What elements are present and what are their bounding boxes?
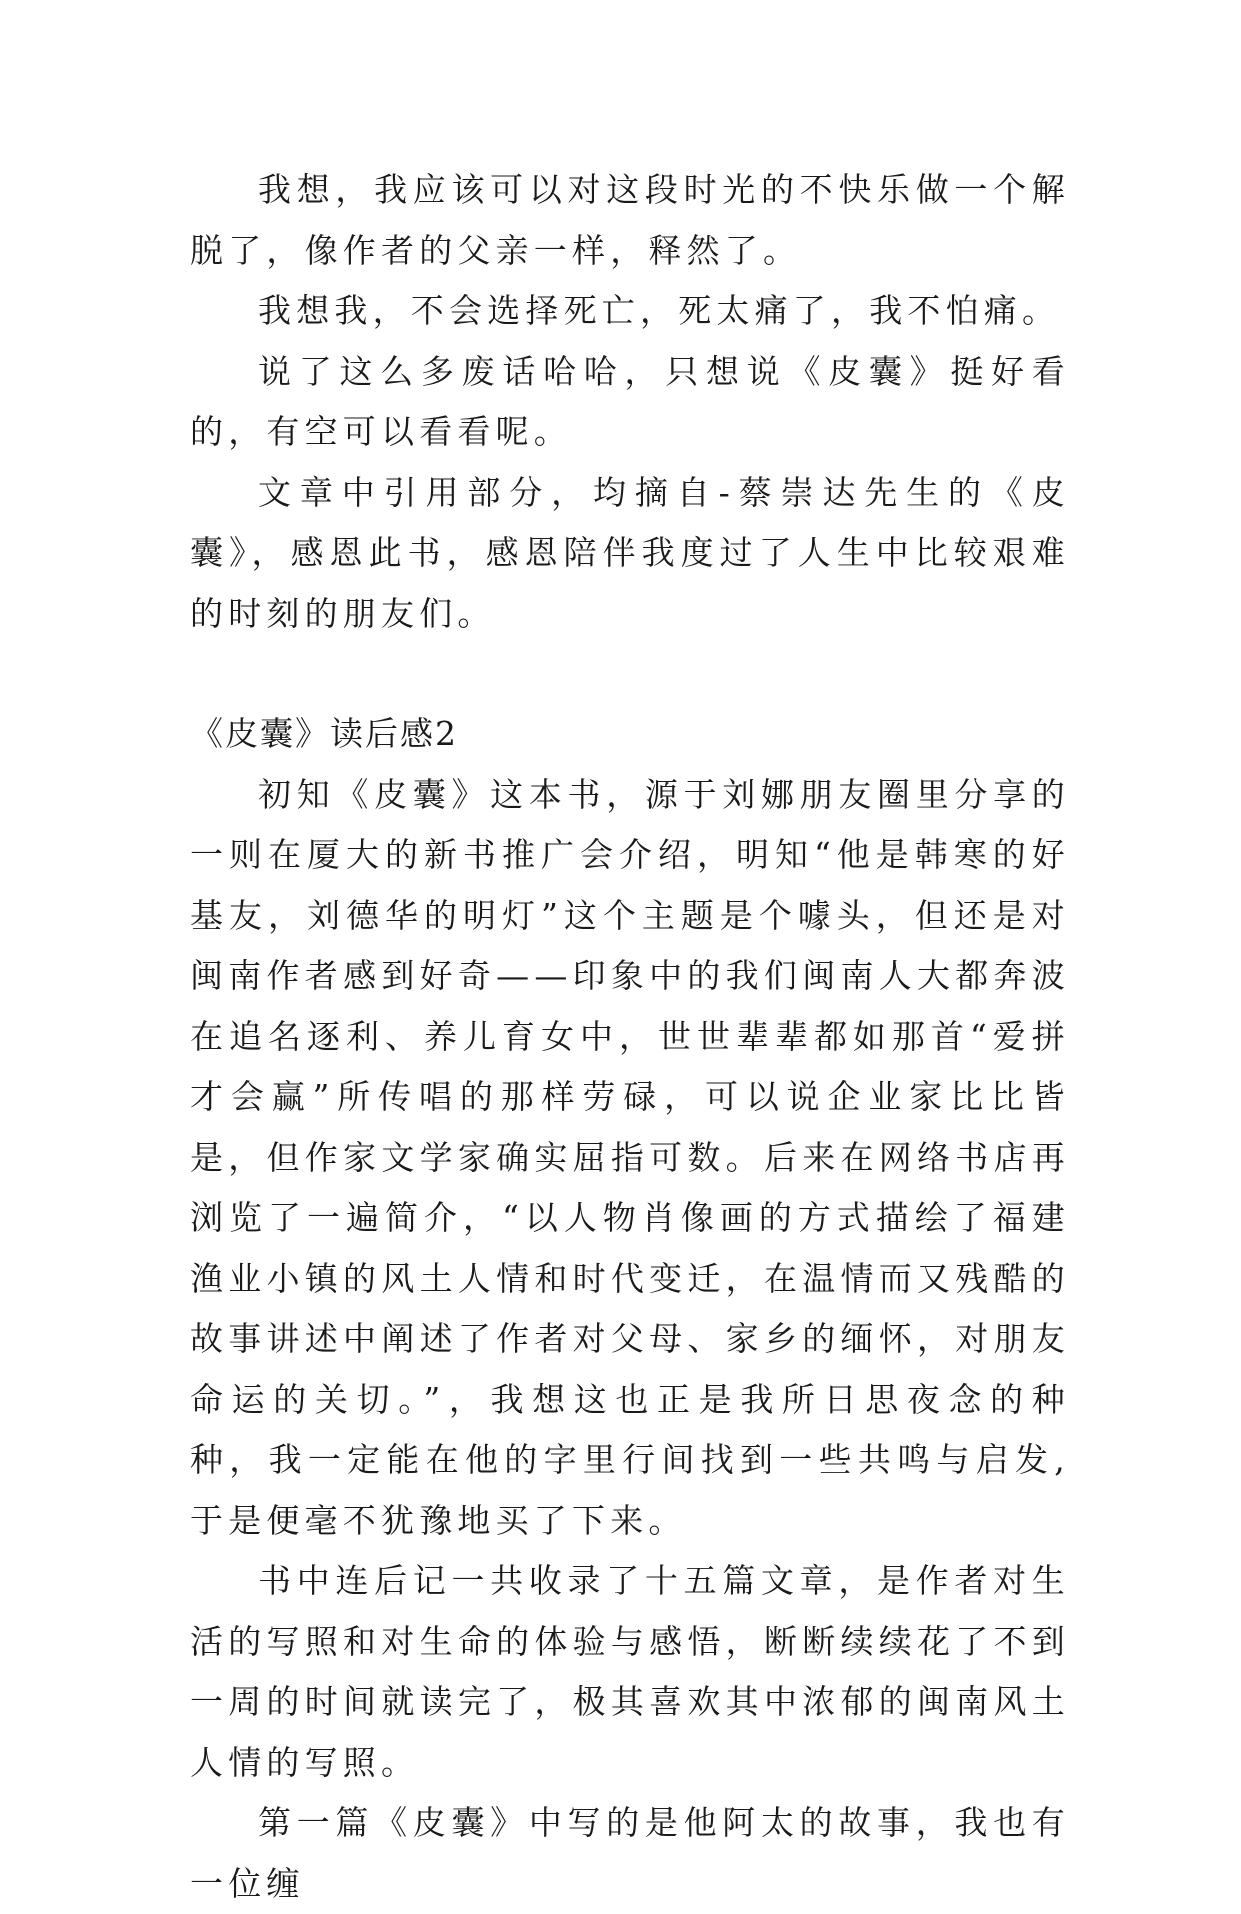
- paragraph-release: 我想，我应该可以对这段时光的不快乐做一个解脱了，像作者的父亲一样，释然了。: [190, 170, 1070, 270]
- paragraph-first-chapter: 第一篇《皮囊》中写的是他阿太的故事，我也有一位缠: [190, 1803, 1070, 1903]
- paragraph-citation: 文章中引用部分，均摘自-蔡崇达先生的《皮囊》，感恩此书，感恩陪伴我度过了人生中比较艰难的时刻的朋友们。: [190, 472, 1070, 633]
- paragraph-death: 我想我，不会选择死亡，死太痛了，我不怕痛。: [258, 291, 1061, 330]
- paragraph-recommend: 说了这么多废话哈哈，只想说《皮囊》挺好看的，有空可以看看呢。: [190, 351, 1070, 451]
- paragraph-book-contents: 书中连后记一共收录了十五篇文章，是作者对生活的写照和对生命的体验与感悟，断断续续花了不到一周的时间就读完了，极其喜欢其中浓郁的闽南风土人情的写照。: [190, 1561, 1070, 1782]
- section-title: 《皮囊》读后感2: [190, 714, 458, 753]
- paragraph-first-encounter: 初知《皮囊》这本书，源于刘娜朋友圈里分享的一则在厦大的新书推广会介绍，明知“他是韩寒的好基友，刘德华的明灯”这个主题是个噱头，但还是对闽南作者感到好奇——印象中的我们闽南人大都奔波在追名逐利、养儿育女中，世世辈辈都如那首“爱拼才会赢”所传唱的那样劳碌，可以说企业家比比皆是，但作家文学家确实屈指可数。后来在网络书店再浏览了一遍简介，“以人物肖像画的方式描绘了福建渔业小镇的风土人情和时代变迁，在温情而又残酷的故事讲述中阐述了作者对父母、家乡的缅怀，对朋友命运的关切。”，我想这也正是我所日思夜念的种种，我一定能在他的字里行间找到一些共鸣与启发,于是便毫不犹豫地买了下来。: [190, 774, 1070, 1540]
- document-body: [190, 160, 1070, 1914]
- section-spacer: [190, 644, 1070, 704]
